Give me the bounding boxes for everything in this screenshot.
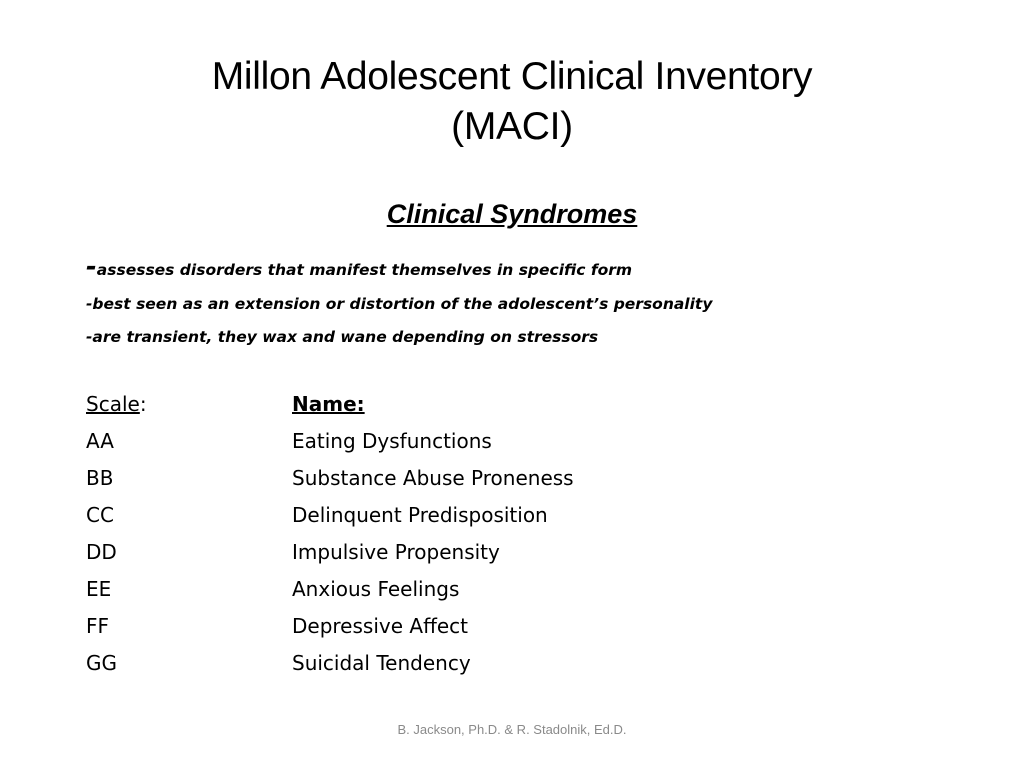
scale-name: Suicidal Tendency — [292, 651, 471, 675]
description-item — [86, 321, 966, 354]
table-row — [86, 497, 786, 534]
scale-table-header — [86, 386, 786, 423]
description-text: -best seen as an extension or distortion of the adolescent’s personality — [86, 295, 713, 313]
bullet-dash: - — [86, 252, 97, 282]
scale-code: CC — [86, 503, 114, 527]
scale-name: Eating Dysfunctions — [292, 429, 492, 453]
slide-title-line-2: (MACI) — [451, 105, 573, 148]
table-row — [86, 608, 786, 645]
scale-name: Depressive Affect — [292, 614, 468, 638]
slide-title — [62, 52, 962, 152]
slide-title-line-1: Millon Adolescent Clinical Inventory — [211, 55, 813, 98]
scale-name: Delinquent Predisposition — [292, 503, 548, 527]
description-item — [86, 288, 966, 321]
table-row — [86, 534, 786, 571]
table-row — [86, 423, 786, 460]
description-list — [86, 248, 966, 354]
table-row — [86, 460, 786, 497]
table-row — [86, 645, 786, 682]
table-row — [86, 571, 786, 608]
scale-code: AA — [86, 429, 114, 453]
scale-code: FF — [86, 614, 110, 638]
scale-name: Substance Abuse Proneness — [292, 466, 574, 490]
scale-table — [86, 386, 786, 682]
section-subtitle: Clinical Syndromes — [386, 199, 638, 229]
scale-name: Anxious Feelings — [292, 577, 460, 601]
scale-name: Impulsive Propensity — [292, 540, 500, 564]
scale-code: DD — [86, 540, 117, 564]
name-column-header: Name: — [292, 392, 365, 416]
description-text: assesses disorders that manifest themselves in specific form — [96, 261, 633, 279]
slide-footer: B. Jackson, Ph.D. & R. Stadolnik, Ed.D. — [397, 722, 627, 737]
scale-code: EE — [86, 577, 112, 601]
scale-code: BB — [86, 466, 114, 490]
scale-column-header: Scale: — [86, 392, 147, 416]
scale-code: GG — [86, 651, 117, 675]
description-text: -are transient, they wax and wane depending on stressors — [86, 328, 599, 346]
description-item — [86, 248, 966, 288]
